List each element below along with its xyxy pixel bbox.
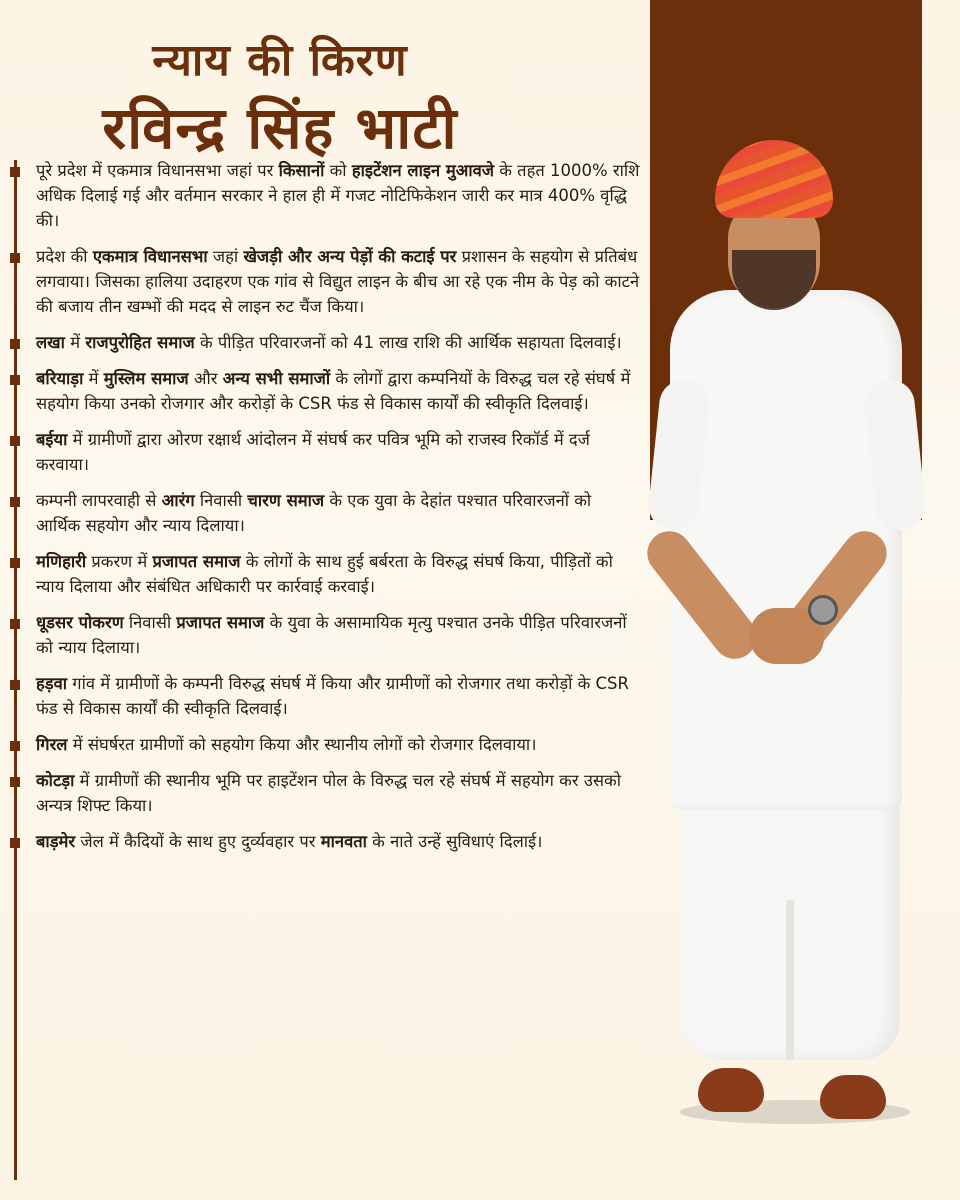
pants-fold xyxy=(786,900,794,1060)
list-item xyxy=(10,330,640,355)
body-text: में ग्रामीणों द्वारा ओरण रक्षार्थ आंदोलन में संघर्ष कर पवित्र भूमि को राजस्व रिकॉर्ड में दर्ज करवाया। xyxy=(36,430,590,474)
page-title-line-2: रविन्द्र सिंह भाटी xyxy=(102,94,458,162)
highlight-text: हड़वा xyxy=(36,674,68,693)
body-text: के नाते उन्हें सुविधाएं दिलाई। xyxy=(366,832,543,851)
body-text: निवासी xyxy=(194,491,248,510)
list-item xyxy=(10,427,640,477)
wristwatch-icon xyxy=(808,595,838,625)
list-item xyxy=(10,732,640,757)
body-text: के युवा के असामायिक मृत्यु पश्चात उनके पीड़ित परिवारजनों को न्याय दिलाया। xyxy=(36,613,627,657)
right-jutti-shoe xyxy=(820,1075,886,1119)
list-item xyxy=(10,671,640,721)
list-item xyxy=(10,610,640,660)
body-text: पूरे प्रदेश में एकमात्र विधानसभा जहां पर xyxy=(36,161,279,180)
highlight-text: बईया xyxy=(36,430,68,449)
highlight-text: गिरल xyxy=(36,735,68,754)
body-text: और xyxy=(188,369,223,388)
highlight-text: अन्य सभी समाजों xyxy=(222,369,331,388)
highlight-text: चारण समाज xyxy=(247,491,325,510)
square-bullet-icon xyxy=(10,339,20,349)
square-bullet-icon xyxy=(10,375,20,385)
body-text: जहां xyxy=(207,247,244,266)
square-bullet-icon xyxy=(10,436,20,446)
square-bullet-icon xyxy=(10,741,20,751)
square-bullet-icon xyxy=(10,167,20,177)
achievements-list xyxy=(10,158,640,854)
highlight-text: हाइटेंशन लाइन मुआवजे xyxy=(351,161,495,180)
highlight-text: मानवता xyxy=(320,832,367,851)
body-text: में संघर्षरत ग्रामीणों को सहयोग किया और स्थानीय लोगों को रोजगार दिलवाया। xyxy=(67,735,537,754)
list-item xyxy=(10,488,640,538)
body-text: में ग्रामीणों की स्थानीय भूमि पर हाइटेंशन पोल के विरुद्ध चल रहे संघर्ष में सहयोग कर उसको अन्यत्र शिफ्ट किया। xyxy=(36,771,621,815)
leader-portrait xyxy=(640,140,940,1130)
highlight-text: मणिहारी xyxy=(36,552,87,571)
body-text: निवासी xyxy=(123,613,177,632)
highlight-text: धूडसर पोकरण xyxy=(36,613,124,632)
highlight-text: आरंग xyxy=(161,491,195,510)
body-text: के एक युवा के देहांत पश्चात परिवारजनों को आर्थिक सहयोग और न्याय दिलाया। xyxy=(36,491,592,535)
square-bullet-icon xyxy=(10,680,20,690)
body-text: के लोगों द्वारा कम्पनियों के विरुद्ध चल रहे संघर्ष में सहयोग किया उनको रोजगार और करोड़ों के CSR फंड से विकास कार्यों की स्वीकृति दिलवाई। xyxy=(36,369,631,413)
highlight-text: लखा xyxy=(36,333,65,352)
body-text: के लोगों के साथ हुई बर्बरता के विरुद्ध संघर्ष किया, पीड़ितों को न्याय दिलाया और संबंधित अधिकारी पर कार्रवाई करवाई। xyxy=(36,552,613,596)
safa-turban xyxy=(715,140,833,218)
highlight-text: प्रजापत समाज xyxy=(176,613,265,632)
highlight-text: किसानों xyxy=(278,161,325,180)
body-text: को xyxy=(324,161,352,180)
highlight-text: बरियाड़ा xyxy=(36,369,84,388)
list-item xyxy=(10,366,640,416)
body-text: जेल में कैदियों के साथ हुए दुर्व्यवहार पर xyxy=(75,832,321,851)
square-bullet-icon xyxy=(10,497,20,507)
highlight-text: मुस्लिम समाज xyxy=(103,369,189,388)
body-text: गांव में ग्रामीणों के कम्पनी विरुद्ध संघर्ष में किया और ग्रामीणों को रोजगार तथा करोड़ों के CSR फंड से विकास कार्यों की स्वीकृति दिलवाई। xyxy=(36,674,629,718)
body-text: प्रकरण में xyxy=(86,552,153,571)
list-item xyxy=(10,549,640,599)
list-item xyxy=(10,244,640,319)
body-text: में xyxy=(64,333,86,352)
highlight-text: राजपुरोहित समाज xyxy=(85,333,195,352)
square-bullet-icon xyxy=(10,619,20,629)
highlight-text: एकमात्र विधानसभा xyxy=(92,247,208,266)
body-text: में xyxy=(83,369,104,388)
body-text: प्रदेश की xyxy=(36,247,93,266)
highlight-text: खेजड़ी और अन्य पेड़ों की कटाई पर xyxy=(243,247,457,266)
left-jutti-shoe xyxy=(698,1068,764,1112)
highlight-text: प्रजापत समाज xyxy=(152,552,241,571)
body-text: प्रशासन के सहयोग से प्रतिबंध लगवाया। जिसका हालिया उदाहरण एक गांव से विद्युत लाइन के बीच आ रहे एक नीम के पेड़ को काटने की बजाय तीन खम्भों की मदद से लाइन रुट चैंज किया। xyxy=(36,247,640,316)
list-item xyxy=(10,829,640,854)
page-title-line-1: न्याय की किरण xyxy=(152,35,408,86)
highlight-text: कोटड़ा xyxy=(36,771,75,790)
body-text: के तहत 1000% राशि अधिक दिलाई गई और वर्तमान सरकार ने हाल ही में गजट नोटिफिकेशन जारी कर मात्र 400% वृद्धि की। xyxy=(36,161,640,230)
body-text: के पीड़ित परिवारजनों को 41 लाख राशि की आर्थिक सहायता दिलवाई। xyxy=(194,333,622,352)
square-bullet-icon xyxy=(10,777,20,787)
square-bullet-icon xyxy=(10,558,20,568)
list-item xyxy=(10,158,640,233)
square-bullet-icon xyxy=(10,253,20,263)
square-bullet-icon xyxy=(10,838,20,848)
body-text: कम्पनी लापरवाही से xyxy=(36,491,162,510)
highlight-text: बाड़मेर xyxy=(36,832,76,851)
list-item xyxy=(10,768,640,818)
